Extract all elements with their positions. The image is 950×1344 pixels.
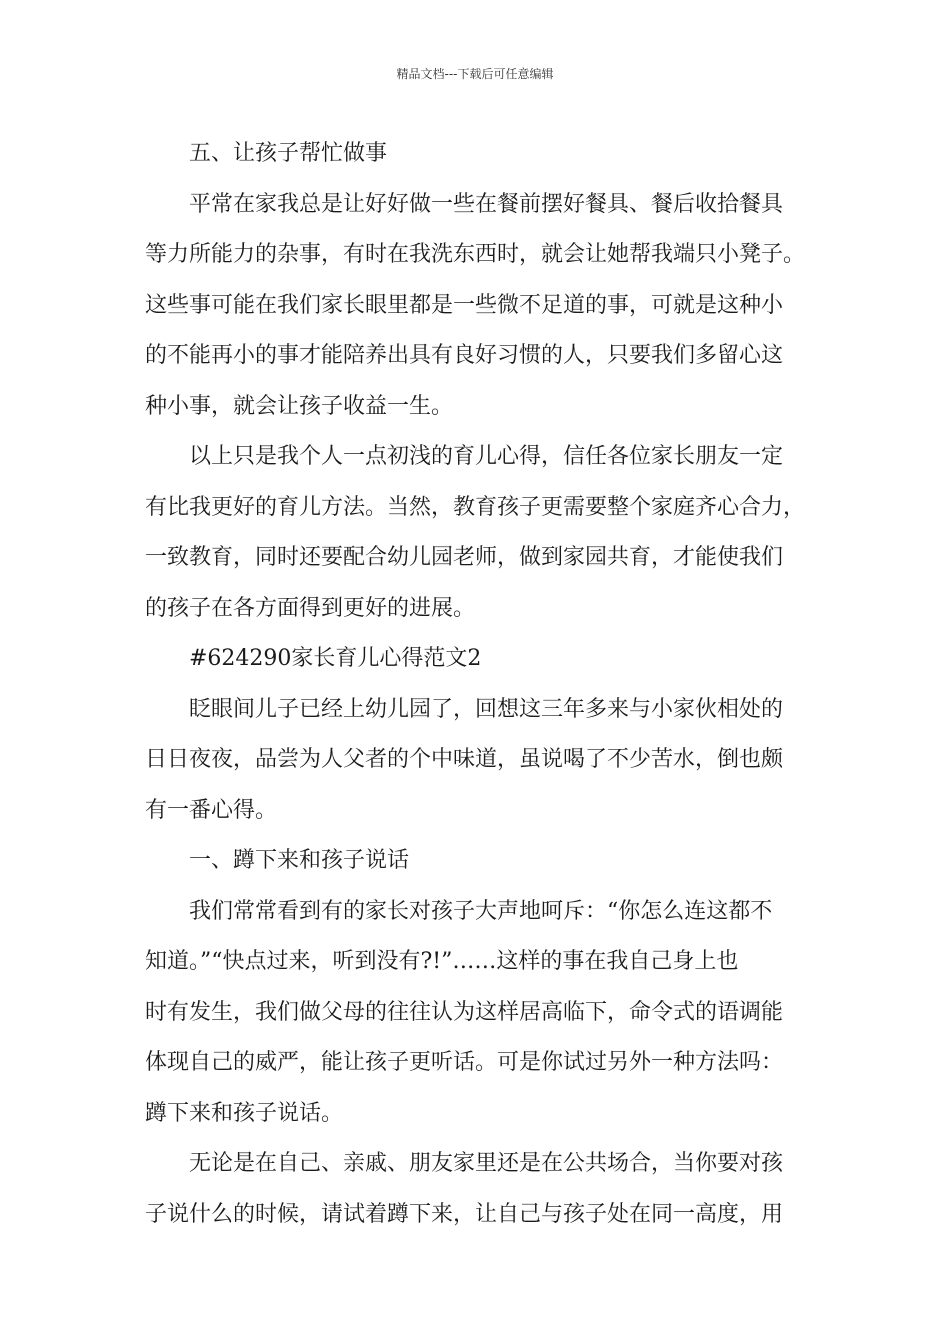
paragraph: [145, 887, 817, 1140]
paragraph: [145, 180, 817, 433]
paragraph-line: 时有发生，我们做父母的往往认为这样居高临下，命令式的语调能: [145, 999, 784, 1025]
page-header: 精品文档---下载后可任意编辑: [396, 67, 554, 81]
paragraph-line: 无论是在自己、亲戚、朋友家里还是在公共场合，当你要对孩: [189, 1151, 784, 1176]
paragraph-line: 的孩子在各方面得到更好的进展。: [145, 595, 476, 621]
paragraph-line: 种小事，就会让孩子收益一生。: [145, 393, 454, 419]
paragraph-line: 我们常常看到有的家长对孩子大声地呵斥：“你怎么连这都不: [189, 898, 773, 924]
paragraph-line: 有比我更好的育儿方法。当然，教育孩子更需要整个家庭齐心合力，: [145, 494, 806, 520]
paragraph-line: 的不能再小的事才能陪养出具有良好习惯的人，只要我们多留心这: [145, 343, 784, 368]
paragraph-line: 等力所能力的杂事，有时在我洗东西时，就会让她帮我端只小凳子。: [145, 242, 806, 267]
article-title: #624290家长育儿心得范文2: [189, 646, 482, 671]
paragraph-line: 眨眼间儿子已经上幼儿园了，回想这三年多来与小家伙相处的: [189, 696, 784, 722]
paragraph-line: 以上只是我个人一点初浅的育儿心得，信任各位家长朋友一定: [189, 444, 784, 469]
paragraph-line: 有一番心得。: [145, 797, 278, 823]
paragraph-line: 体现自己的威严，能让孩子更听话。可是你试过另外一种方法吗：: [145, 1050, 784, 1075]
section-heading-five: 五、让孩子帮忙做事: [189, 141, 388, 166]
paragraph: [145, 432, 817, 634]
paragraph-line: 这些事可能在我们家长眼里都是一些微不足道的事，可就是这种小: [145, 292, 784, 318]
paragraph-line: 子说什么的时候，请试着蹲下来，让自己与孩子处在同一高度，用: [145, 1201, 784, 1227]
section-heading-one: 一、蹲下来和孩子说话: [189, 848, 410, 873]
paragraph-line: 蹲下来和孩子说话。: [145, 1100, 344, 1126]
paragraph-line: 日日夜夜，品尝为人父者的个中味道，虽说喝了不少苦水，倒也颇: [145, 747, 784, 772]
paragraph: [145, 685, 817, 837]
paragraph-line: 一致教育，同时还要配合幼儿园老师，做到家园共育，才能使我们: [145, 545, 784, 570]
paragraph: [145, 1139, 817, 1240]
document-body: [145, 129, 817, 1240]
paragraph-line: 平常在家我总是让好好做一些在餐前摆好餐具、餐后收拾餐具: [189, 191, 784, 217]
paragraph-line: 知道。”“快点过来，听到没有?!”……这样的事在我自己身上也: [145, 949, 739, 974]
